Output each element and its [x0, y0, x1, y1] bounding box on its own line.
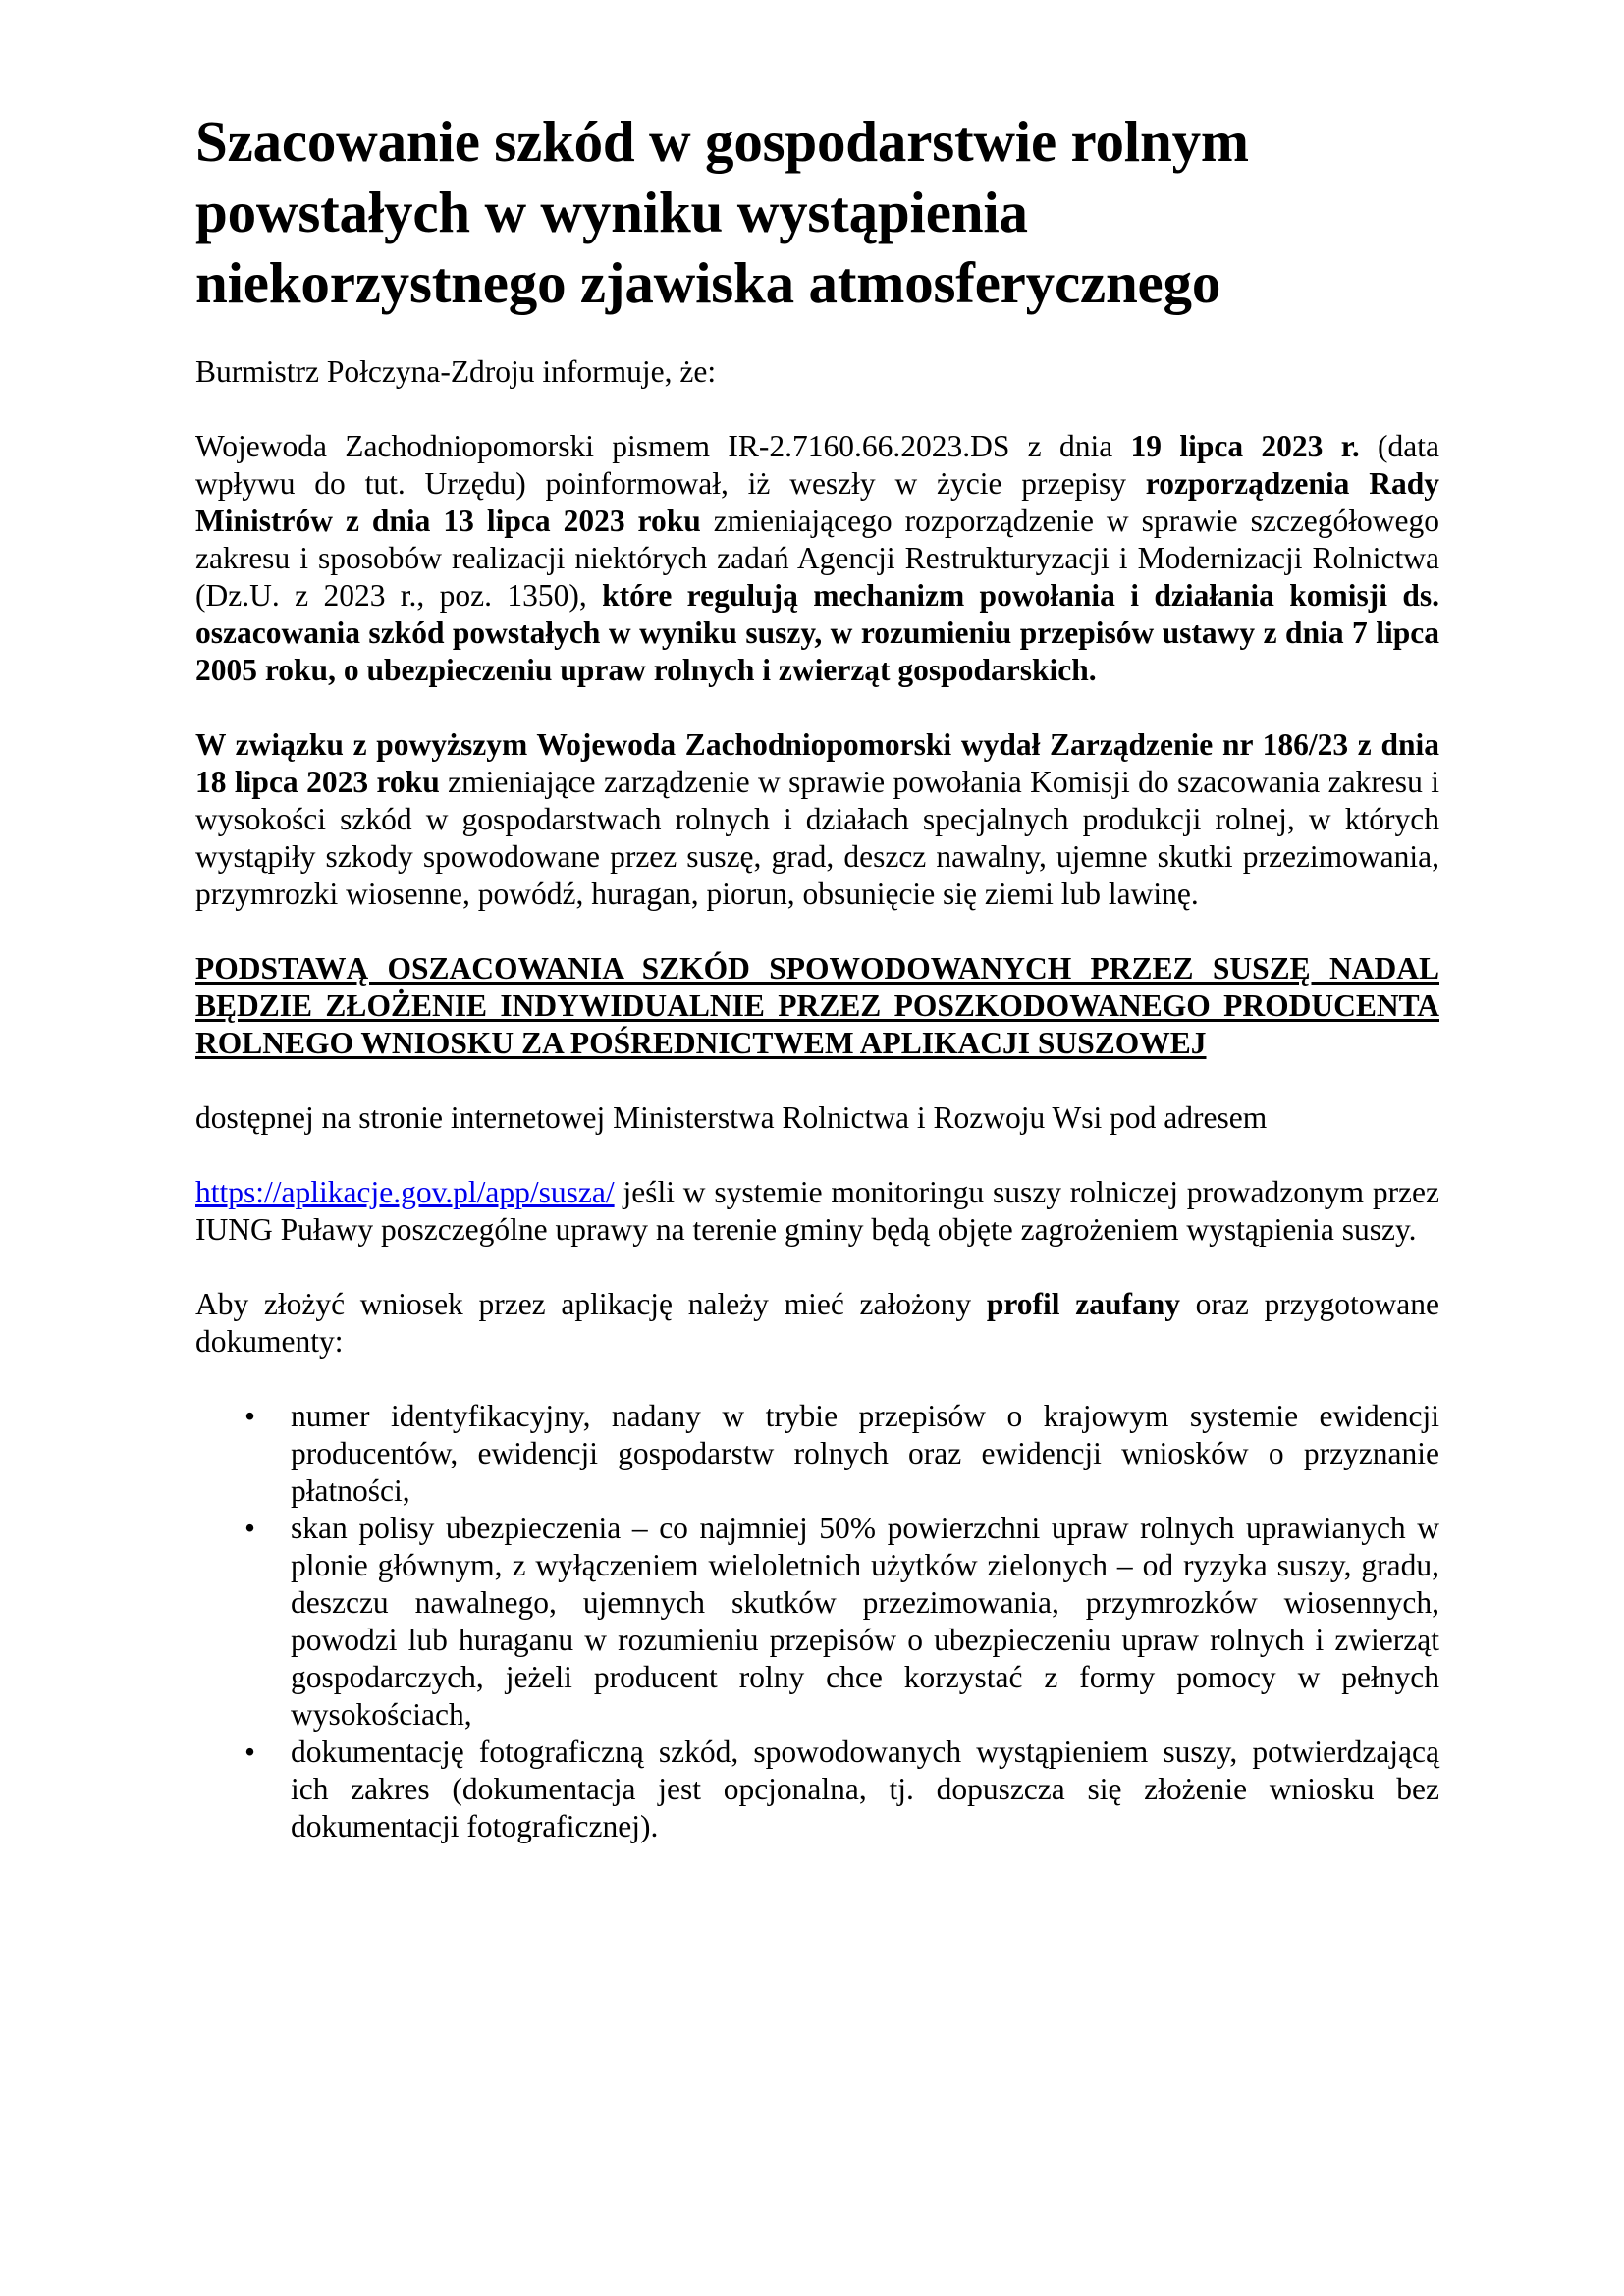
text: Aby złożyć wniosek przez aplikację należy mieć założony — [195, 1287, 987, 1321]
documents-list — [195, 1398, 1439, 1845]
ordinance-bold: W związku z powyższym Wojewoda Zachodniopomorski wydał Zarządzenie nr 186/23 z dnia 18 lipca 2023 roku — [195, 727, 1439, 799]
title-line: powstałych w wyniku wystąpienia — [195, 180, 1028, 244]
bullet-icon: • — [244, 1399, 256, 1433]
bullet-icon: • — [244, 1511, 256, 1545]
title-line: niekorzystnego zjawiska atmosferycznego — [195, 250, 1221, 315]
list-item-text: skan polisy ubezpieczenia – co najmniej 50% powierzchni upraw rolnych uprawianych w plonie głównym, z wyłączeniem wieloletnich użytków zielonych – od ryzyka suszy, gradu, deszczu nawalnego, ujemnych skutków przezimowania, przymrozków wiosennych, powodzi lub huraganu w rozumieniu przepisów o ubezpieczeniu upraw rolnych i zwierząt gospodarczych, jeżeli producent rolny chce korzystać z formy pomocy w pełnych wysokościach, — [291, 1511, 1439, 1732]
list-item-text: dokumentację fotograficzną szkód, spowodowanych wystąpieniem suszy, potwierdzającą ich zakres (dokumentacja jest opcjonalna, tj. dopuszcza się złożenie wniosku bez dokumentacji fotograficznej). — [291, 1735, 1439, 1843]
text: zmieniające zarządzenie w sprawie powołania Komisji do szacowania zakresu i wysokości szkód w gospodarstwach rolnych i działach specjalnych produkcji rolnej, w których wystąpiły szkody spowodowane przez suszę, grad, deszcz nawalny, ujemne skutki przezimowania, przymrozki wiosenne, powódź, huragan, piorun, obsunięcie się ziemi lub lawinę. — [195, 765, 1439, 911]
text: Wojewoda Zachodniopomorski pismem IR-2.7160.66.2023.DS z dnia — [195, 429, 1131, 463]
list-item — [195, 1734, 1439, 1845]
text: oraz przygotowane dokumenty: — [195, 1287, 1440, 1359]
paragraph-regulation — [195, 428, 1439, 689]
list-item — [195, 1398, 1439, 1510]
paragraph-link — [195, 1174, 1439, 1249]
bullet-icon: • — [244, 1735, 256, 1769]
intro-line: Burmistrz Połczyna-Zdroju informuje, że: — [195, 354, 717, 389]
notice-heading: PODSTAWĄ OSZACOWANIA SZKÓD SPOWODOWANYCH PRZEZ SUSZĘ NADAL BĘDZIE ZŁOŻENIE INDYWIDUALNIE PRZEZ POSZKODOWANEGO PRODUCENTA ROLNEGO WNIOSKU ZA POŚREDNICTWEM APLIKACJI SUSZOWEJ — [195, 951, 1439, 1060]
text: jeśli w systemie monitoringu suszy rolniczej prowadzonym przez IUNG Puławy poszczególne uprawy na terenie gminy będą objęte zagrożeniem wystąpienia suszy. — [195, 1175, 1439, 1247]
trusted-profile-bold: profil zaufany — [986, 1287, 1180, 1321]
document-title — [195, 106, 1439, 318]
availability-line: dostępnej na stronie internetowej Ministerstwa Rolnictwa i Rozwoju Wsi pod adresem — [195, 1100, 1268, 1135]
paragraph-ordinance — [195, 726, 1439, 913]
list-item-text: numer identyfikacyjny, nadany w trybie przepisów o krajowym systemie ewidencji producentów, ewidencji gospodarstw rolnych oraz ewidencji wniosków o przyznanie płatności, — [291, 1399, 1439, 1508]
text: (data wpływu do tut. Urzędu) poinformował, iż weszły w życie przepisy — [195, 429, 1439, 501]
list-item — [195, 1510, 1439, 1734]
susza-app-link[interactable]: https://aplikacje.gov.pl/app/susza/ — [195, 1175, 615, 1209]
date-bold: 19 lipca 2023 r. — [1130, 429, 1360, 463]
document-page — [195, 106, 1439, 1845]
mechanism-bold: które regulują mechanizm powołania i działania komisji ds. oszacowania szkód powstałych w wyniku suszy, w rozumieniu przepisów ustawy z dnia 7 lipca 2005 roku, o ubezpieczeniu upraw rolnych i zwierząt gospodarskich. — [195, 578, 1440, 687]
title-line: Szacowanie szkód w gospodarstwie rolnym — [195, 109, 1249, 174]
regulation-bold: rozporządzenia Rady Ministrów z dnia 13 lipca 2023 roku — [195, 466, 1439, 538]
paragraph-apply — [195, 1286, 1439, 1361]
text: zmieniającego rozporządzenie w sprawie szczegółowego zakresu i sposobów realizacji niektórych zadań Agencji Restrukturyzacji i Modernizacji Rolnictwa (Dz.U. z 2023 r., poz. 1350), — [195, 504, 1439, 613]
